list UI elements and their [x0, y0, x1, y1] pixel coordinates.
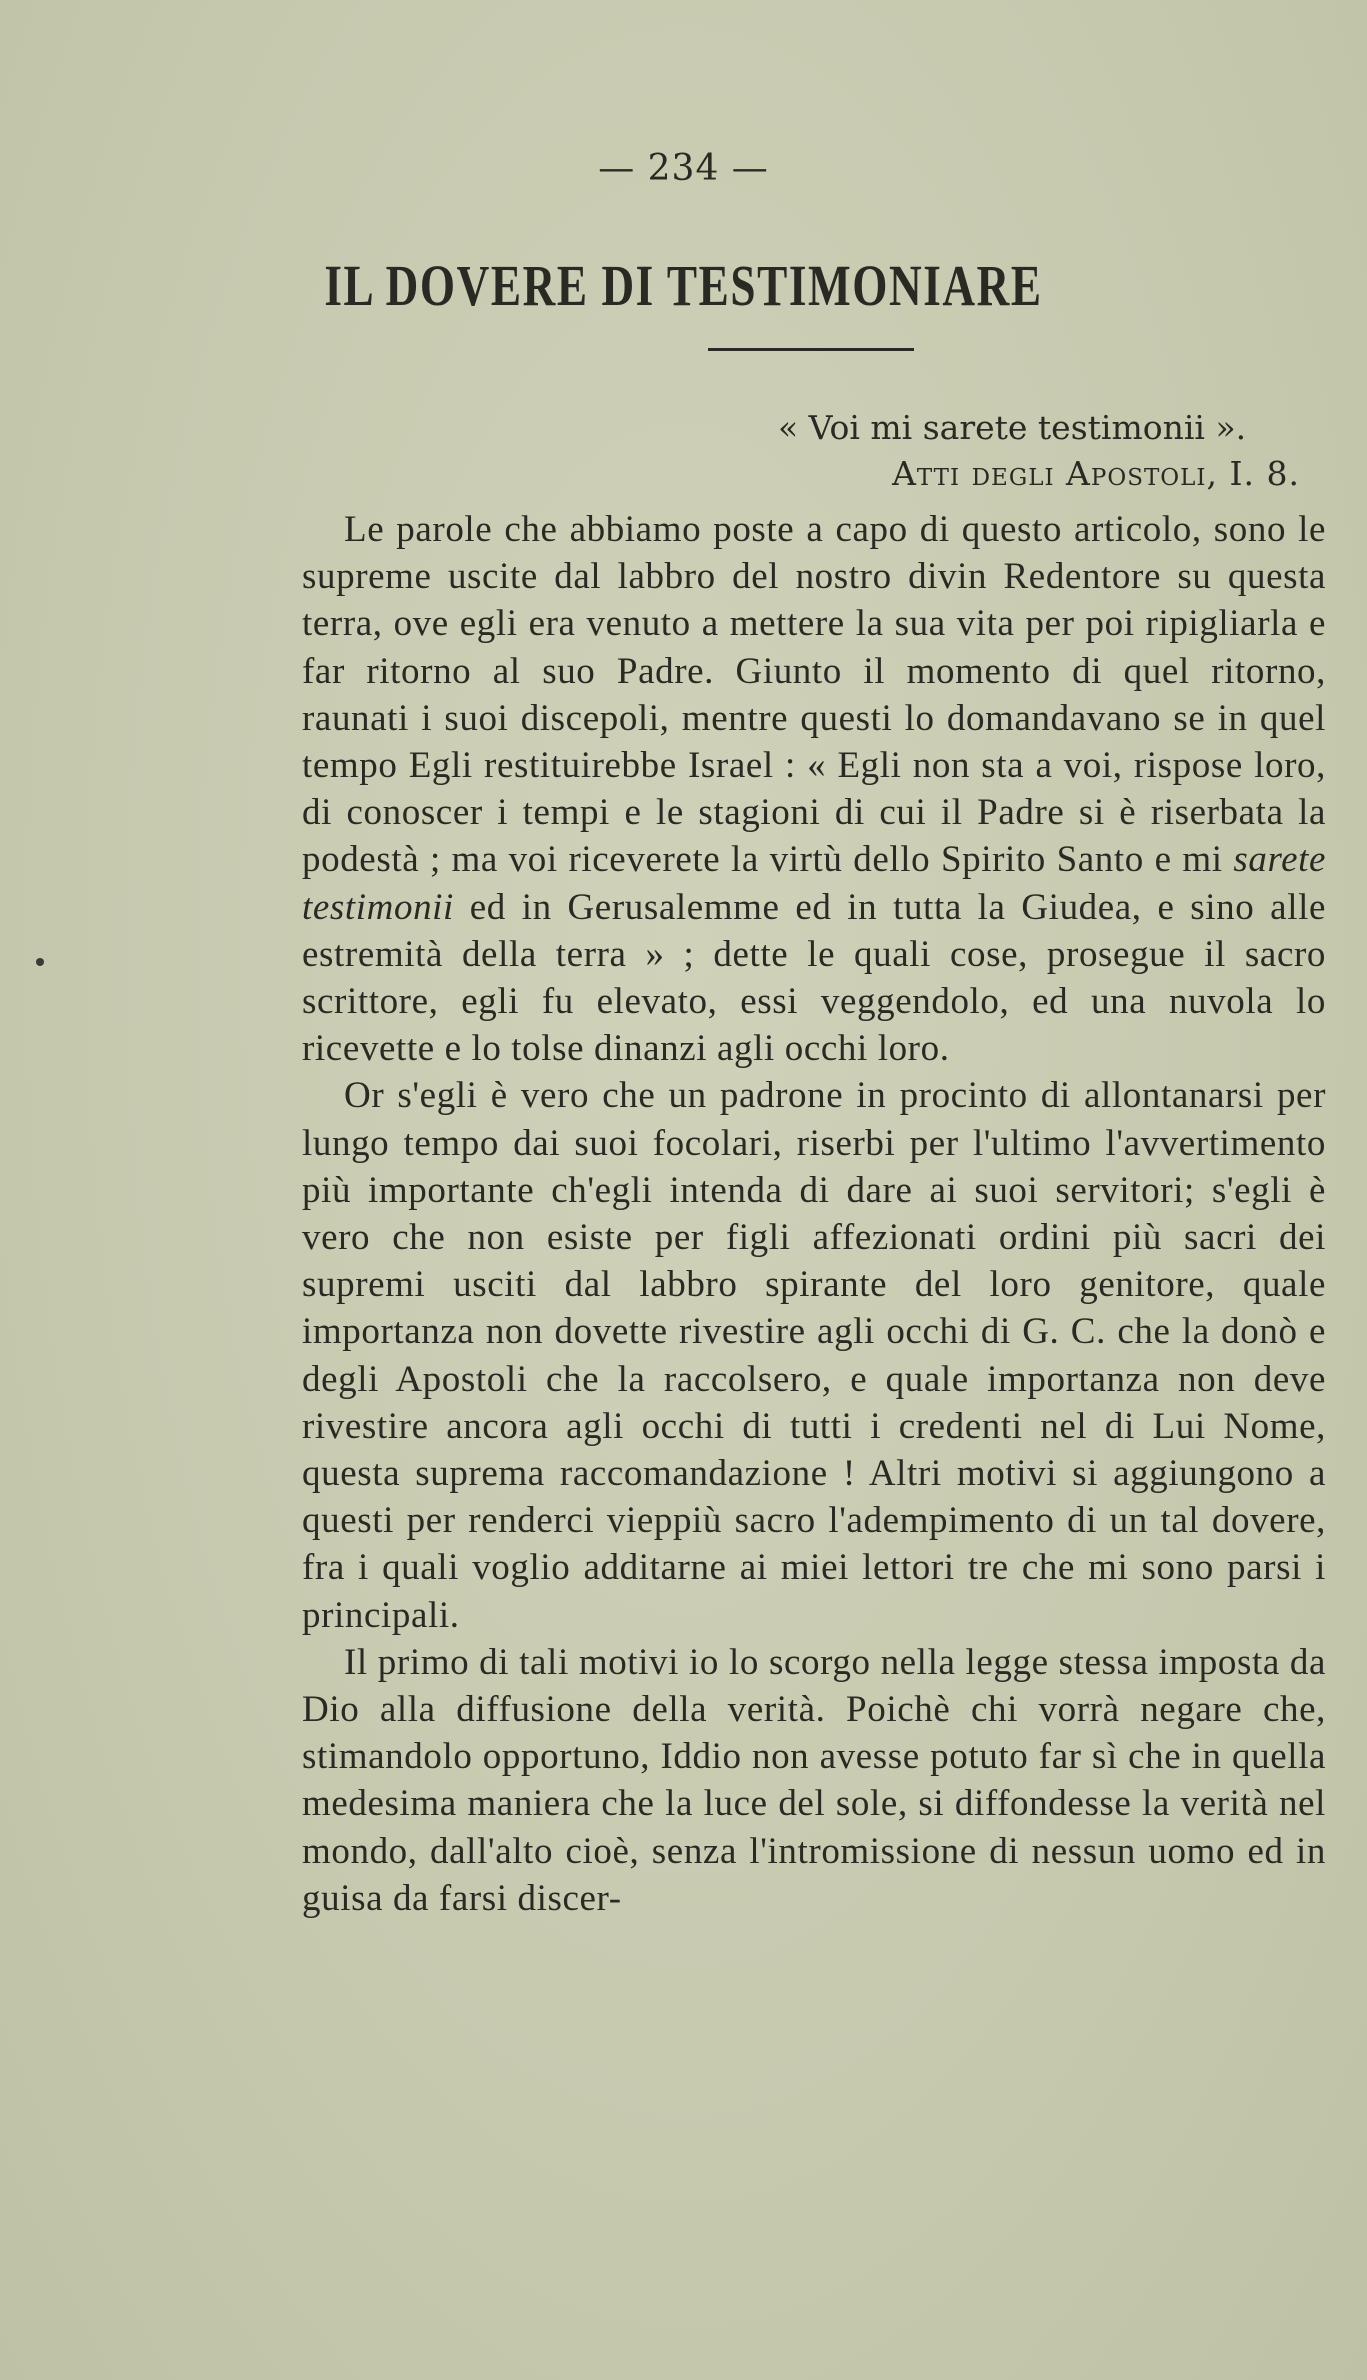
paragraph-1 [302, 506, 1326, 1072]
article-body [302, 506, 1326, 1922]
paragraph-2: Or s'egli è vero che un padrone in procinto di allontanarsi per lungo tempo dai suoi focolari, riserbi per l'ultimo l'avvertimento più importante ch'egli intenda di dare ai suoi servitori; s'egli è vero che non esiste per figli affezionati ordini più sacri dei supremi usciti dal labbro spirante del loro genitore, quale importanza non dovette rivestire agli occhi di G. C. che la donò e degli Apostoli che la raccolsero, e quale importanza non deve rivestire ancora agli occhi di tutti i credenti nel di Lui Nome, questa suprema raccomandazione ! Altri motivi si aggiungono a questi per renderci vieppiù sacro l'adempimento di un tal dovere, fra i quali voglio additarne ai miei lettori tre che mi sono parsi i principali. [302, 1075, 1326, 1636]
paragraph-3: Il primo di tali motivi io lo scorgo nella legge stessa imposta da Dio alla diffusione della verità. Poichè chi vorrà negare che, stimandolo opportuno, Iddio non avesse potuto far sì che in quella medesima maniera che la luce del sole, si diffondesse la verità nel mondo, dall'alto cioè, senza l'intromissione di nessun uomo ed in guisa da farsi discer- [302, 1641, 1326, 1919]
epigraph-quote: « Voi mi sarete testimonii ». [778, 408, 1247, 447]
page-number: — 234 — [598, 148, 769, 189]
epigraph-source: Atti degli Apostoli, I. 8. [892, 454, 1300, 493]
paragraph-1-emphasis: sarete testimonii [302, 839, 1327, 928]
paragraph-1-text-b: ed in Gerusalemme ed in tutta la Giudea, e sino alle estremità della terra » ; dette le quali cose, prosegue il sacro scrittore, egli fu elevato, essi veggendolo, ed una nuvola lo ricevette e lo tolse dinanzi agli occhi loro. [302, 886, 1326, 1070]
article-title: IL DOVERE DI TESTIMONIARE [324, 253, 1043, 318]
epigraph [760, 405, 1300, 497]
paper-spot [36, 958, 44, 966]
title-divider [708, 348, 914, 351]
paragraph-1-text-a: Le parole che abbiamo poste a capo di questo articolo, sono le supreme uscite dal labbro del nostro divin Redentore su questa terra, ove egli era venuto a mettere la sua vita per poi ripigliarla e far ritorno al suo Padre. Giunto il momento di quel ritorno, raunati i suoi discepoli, mentre questi lo domandavano se in quel tempo Egli restituirebbe Israel : « Egli non sta a voi, rispose loro, di conoscer i tempi e le stagioni di cui il Padre si è riserbata la podestà ; ma voi riceverete la virtù dello Spirito Santo e mi [302, 509, 1326, 881]
